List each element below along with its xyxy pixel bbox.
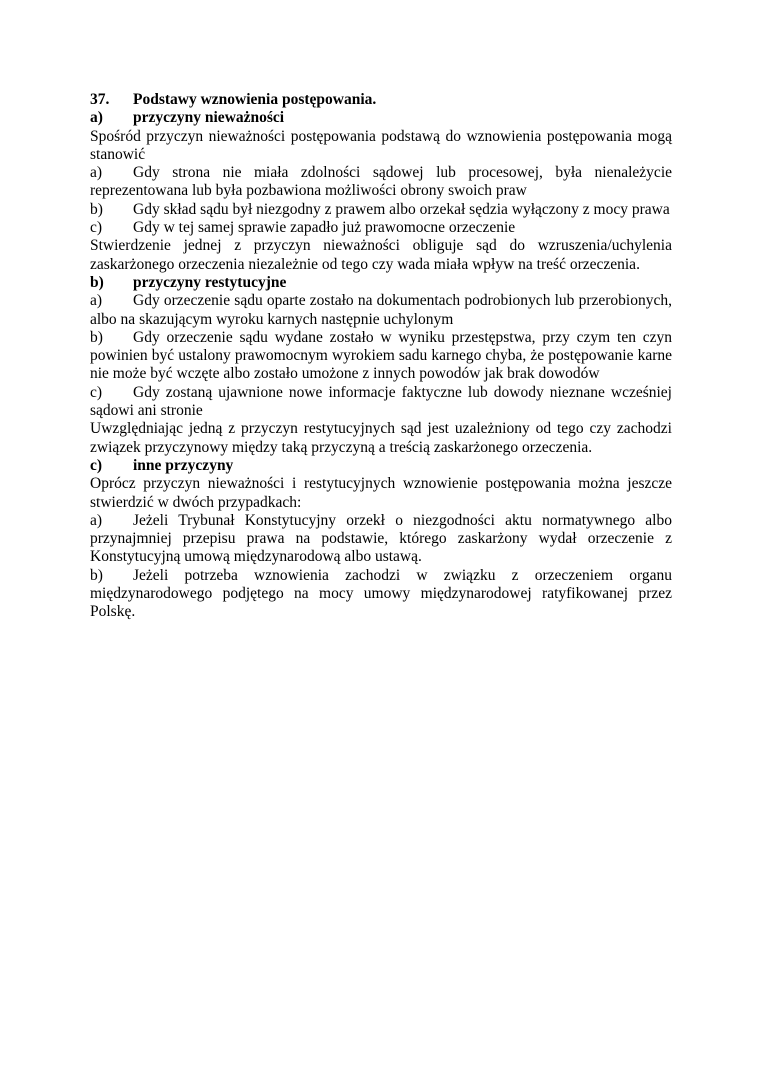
doc-heading-label: a) <box>90 109 103 127</box>
doc-paragraph: Spośród przyczyn nieważności postępowania podstawą do wznowienia postępowania mogą stanowić <box>90 127 672 163</box>
doc-item-text: Gdy orzeczenie sądu oparte zostało na dokumentach podrobionych lub przerobionych, albo na skazującym wyroku karnych następnie uchylonym <box>90 292 672 328</box>
doc-item-text: Gdy skład sądu był niezgodny z prawem albo orzekał sędzia wyłączony z mocy prawa <box>133 200 670 218</box>
doc-heading-section-a <box>90 109 672 127</box>
doc-item-text: Gdy strona nie miała zdolności sądowej lub procesowej, była nienależycie reprezentowana lub była pozbawiona możliwości obrony swoich praw <box>90 164 672 200</box>
doc-heading-number: 37. <box>90 91 110 108</box>
doc-heading-main <box>90 91 672 109</box>
doc-item-label: b) <box>90 200 103 218</box>
document-text-block <box>90 91 672 622</box>
doc-heading-label: c) <box>90 456 103 474</box>
doc-item-label: b) <box>90 566 103 584</box>
doc-item-label: a) <box>90 164 103 182</box>
doc-item-text: Jeżeli potrzeba wznowienia zachodzi w związku z orzeczeniem organu międzynarodowego podjętego na mocy umowy międzynarodowej ratyfikowanej przez Polskę. <box>90 566 672 621</box>
doc-item-label: c) <box>90 219 103 237</box>
doc-item-text: Gdy orzeczenie sądu wydane zostało w wyniku przestępstwa, przy czym ten czyn powinien być ustalony prawomocnym wyrokiem sadu karnego chyba, że postępowanie karne nie może być wczęte albo zostało umożone z innych powodów jak brak dowodów <box>90 328 672 383</box>
doc-item-text: Gdy w tej samej sprawie zapadło już prawomocne orzeczenie <box>133 219 516 237</box>
doc-heading-text: Podstawy wznowienia postępowania. <box>133 91 377 108</box>
doc-item-text: Jeżeli Trybunał Konstytucyjny orzekł o niezgodności aktu normatywnego albo przynajmniej przepisu prawa na podstawie, którego zaskarżony wydał orzeczenie z Konstytucyjną umową międzynarodową albo ustawą. <box>90 511 672 566</box>
doc-list-item <box>90 219 672 237</box>
doc-heading-section-b <box>90 274 672 292</box>
doc-list-item <box>90 512 672 567</box>
doc-list-item <box>90 329 672 384</box>
doc-list-item <box>90 164 672 201</box>
doc-list-item <box>90 567 672 622</box>
doc-list-item <box>90 201 672 219</box>
doc-list-item <box>90 384 672 421</box>
doc-heading-section-c <box>90 457 672 475</box>
doc-paragraph: Oprócz przyczyn nieważności i restytucyjnych wznowienie postępowania można jeszcze stwierdzić w dwóch przypadkach: <box>90 475 672 511</box>
doc-paragraph: Stwierdzenie jednej z przyczyn nieważności obliguje sąd do wzruszenia/uchylenia zaskarżonego orzeczenia niezależnie od tego czy wada miała wpływ na treść orzeczenia. <box>90 237 672 273</box>
doc-list-item <box>90 292 672 329</box>
doc-heading-label: b) <box>90 273 104 291</box>
doc-paragraph: Uwzględniając jedną z przyczyn restytucyjnych sąd jest uzależniony od tego czy zachodzi związek przyczynowy między taką przyczyną a treścią zaskarżonego orzeczenia. <box>90 420 672 456</box>
doc-item-label: c) <box>90 383 103 401</box>
doc-heading-text: inne przyczyny <box>133 456 234 474</box>
doc-heading-text: przyczyny restytucyjne <box>133 273 287 291</box>
doc-item-label: a) <box>90 292 103 310</box>
doc-heading-text: przyczyny nieważności <box>133 109 285 127</box>
doc-item-label: b) <box>90 328 103 346</box>
doc-item-text: Gdy zostaną ujawnione nowe informacje faktyczne lub dowody nieznane wcześniej sądowi ani stronie <box>90 383 672 420</box>
doc-item-label: a) <box>90 511 103 529</box>
